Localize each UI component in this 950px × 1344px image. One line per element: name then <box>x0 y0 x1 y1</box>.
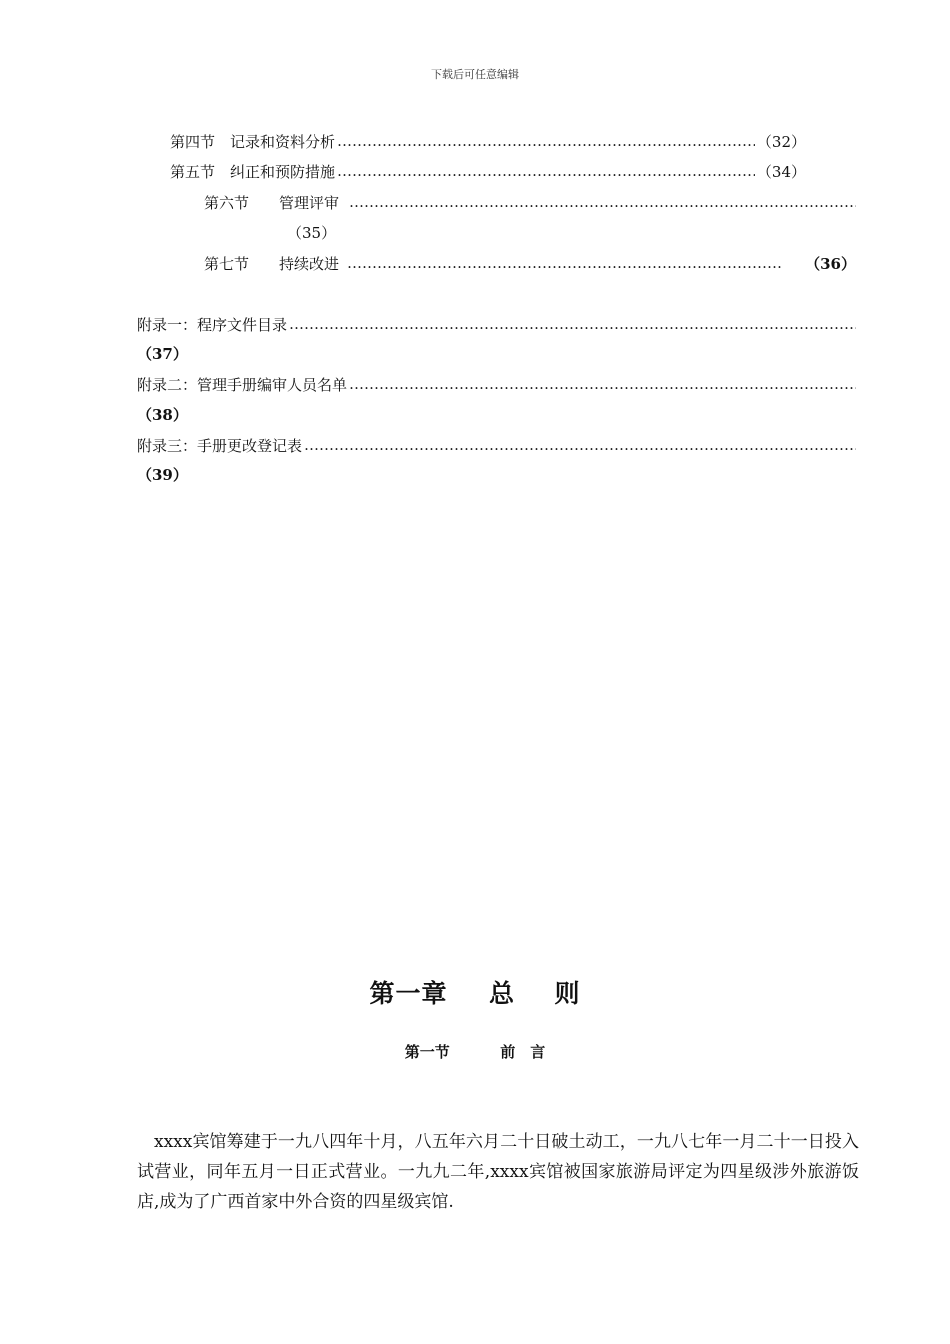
toc-entry-appendix-1 <box>137 313 858 335</box>
chapter-number: 第一章 <box>369 979 448 1008</box>
toc-entry-page: （39） <box>137 466 188 484</box>
toc-entry-label: 附录一：程序文件目录 <box>137 315 288 334</box>
chapter-title <box>0 974 950 1010</box>
toc-leader-dots <box>349 375 856 393</box>
toc-entry-section-7 <box>204 252 856 274</box>
chapter-title-char-2: 则 <box>554 979 581 1008</box>
toc-leader-dots <box>289 315 856 333</box>
toc-entry-section-6 <box>204 191 858 213</box>
toc-entry-page: （34） <box>756 162 806 181</box>
toc-entry-section-5 <box>170 160 806 182</box>
toc-entry-label: 第六节 管理评审 <box>204 193 340 212</box>
toc-entry-label: 第四节 记录和资料分析 <box>170 132 336 151</box>
toc-entry-appendix-3 <box>137 434 858 456</box>
toc-entry-page: （37） <box>137 345 188 363</box>
toc-leader-dots <box>304 436 856 454</box>
toc-entry-label: 附录三：手册更改登记表 <box>137 436 303 455</box>
section-number: 第一节 <box>404 1043 450 1061</box>
toc-leader-dots <box>337 162 755 180</box>
body-paragraph: xxxx宾馆筹建于一九八四年十月，八五年六月二十日破土动工，一九八七年一月二十一日投入试营业，同年五月一日正式营业。一九九二年,xxxx宾馆被国家旅游局评定为四星级涉外旅游饭店,成为了广西首家中外合资的四星级宾馆. <box>137 1132 859 1212</box>
toc-entry-appendix-2 <box>137 373 858 395</box>
toc-entry-page: （35） <box>287 224 337 242</box>
chapter-title-char-1: 总 <box>488 979 515 1008</box>
toc-leader-dots <box>349 193 856 211</box>
page-header: 下载后可任意编辑 <box>431 68 519 81</box>
toc-leader-dots <box>337 132 755 150</box>
section-name: 前 言 <box>500 1043 546 1061</box>
toc-entry-page: （36） <box>805 254 856 273</box>
toc-leader-dots <box>347 254 781 272</box>
toc-entry-label: 第五节 纠正和预防措施 <box>170 162 336 181</box>
toc-entry-label: 附录二：管理手册编审人员名单 <box>137 375 348 394</box>
section-title <box>0 1041 950 1062</box>
toc-entry-page: （38） <box>137 406 188 424</box>
toc-entry-label: 第七节 持续改进 <box>204 254 340 273</box>
toc-entry-section-4 <box>170 130 806 152</box>
toc-entry-page: （32） <box>756 132 806 151</box>
